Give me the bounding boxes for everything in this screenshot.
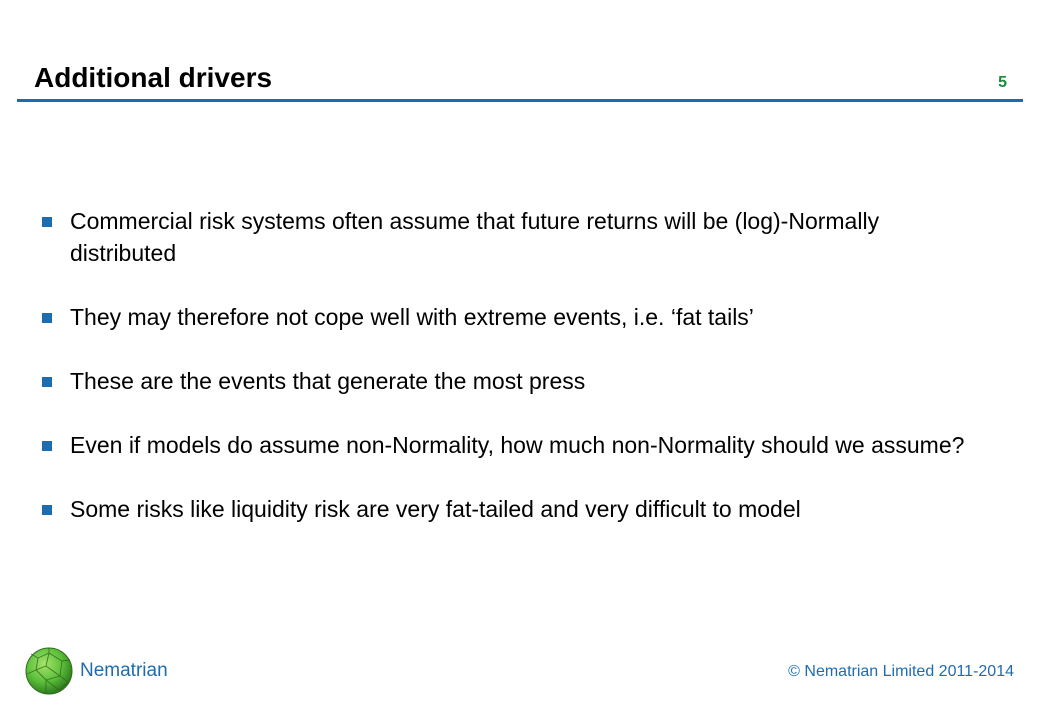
logo-graphic <box>24 646 74 696</box>
square-bullet-icon <box>42 217 52 227</box>
square-bullet-icon <box>42 377 52 387</box>
square-bullet-icon <box>42 441 52 451</box>
bullet-item <box>42 429 982 461</box>
square-bullet-icon <box>42 313 52 323</box>
bullet-text: Some risks like liquidity risk are very fat-tailed and very difficult to model <box>70 496 801 522</box>
bullet-text: Commercial risk systems often assume that future returns will be (log)-Normally distributed <box>70 208 880 266</box>
footer-brand: Nematrian <box>80 660 168 681</box>
bullet-item <box>42 493 982 525</box>
bullet-item <box>42 365 982 397</box>
title-divider <box>17 99 1023 102</box>
green-polyhedron-logo-icon <box>24 646 74 696</box>
bullet-item <box>42 301 982 333</box>
bullet-list <box>42 205 982 557</box>
bullet-text: They may therefore not cope well with extreme events, i.e. ‘fat tails’ <box>70 304 754 330</box>
slide-title: Additional drivers <box>34 62 273 93</box>
square-bullet-icon <box>42 505 52 515</box>
bullet-item <box>42 205 982 269</box>
bullet-text: These are the events that generate the most press <box>70 368 586 394</box>
bullet-text: Even if models do assume non-Normality, how much non-Normality should we assume? <box>70 432 965 458</box>
page-number: 5 <box>998 74 1007 91</box>
footer-copyright: © Nematrian Limited 2011-2014 <box>788 663 1014 680</box>
